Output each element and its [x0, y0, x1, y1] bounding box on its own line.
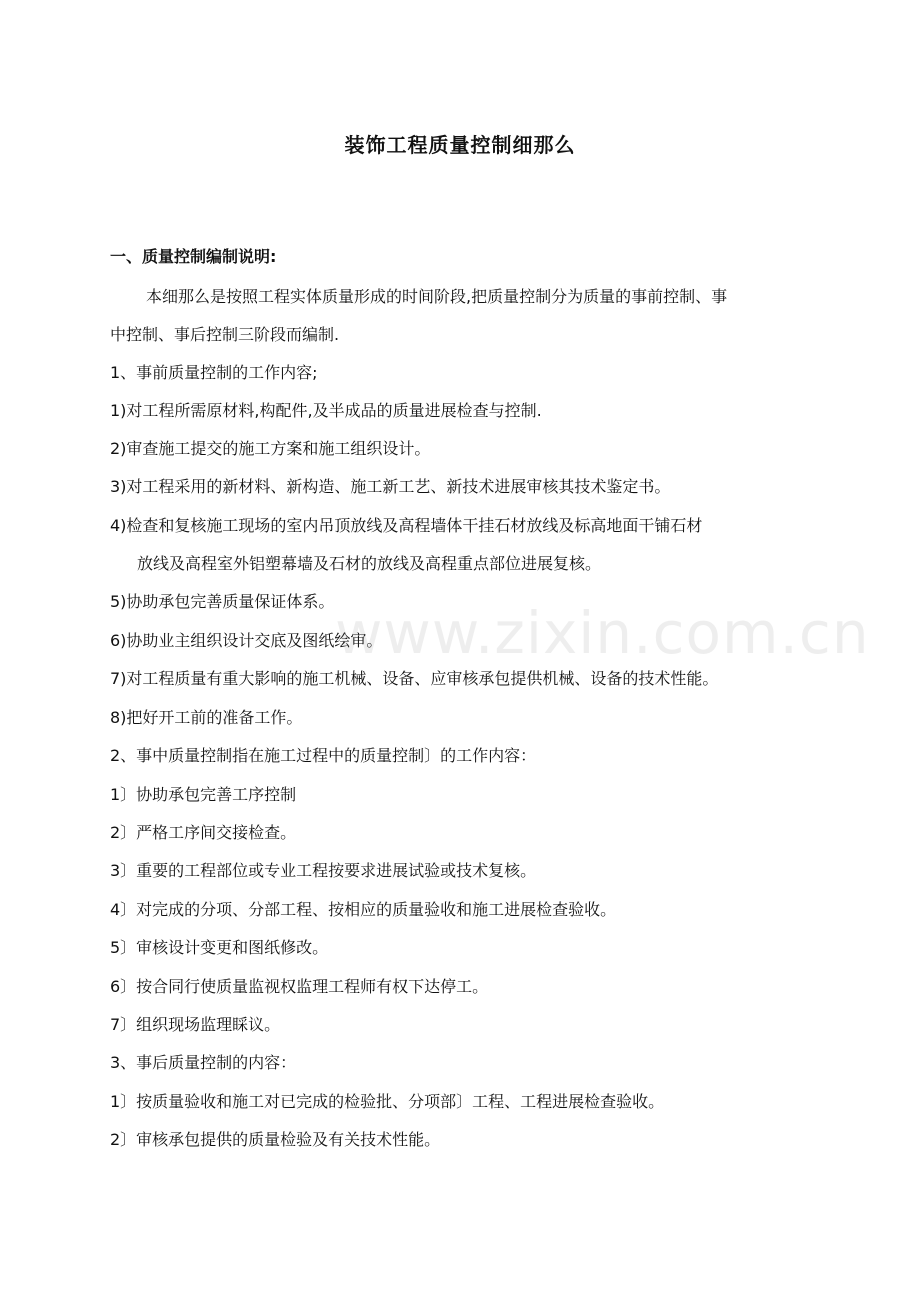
list-item: 5〕审核设计变更和图纸修改。	[110, 938, 329, 957]
subsection-heading: 2、事中质量控制指在施工过程中的质量控制〕的工作内容：	[110, 746, 537, 765]
list-item: 4)检查和复核施工现场的室内吊顶放线及高程墙体干挂石材放线及标高地面干铺石材	[110, 516, 703, 535]
list-item: 1〕按质量验收和施工对已完成的检验批、分项部〕工程、工程进展检查验收。	[110, 1092, 665, 1111]
list-item: 3〕重要的工程部位或专业工程按要求进展试验或技术复核。	[110, 861, 537, 880]
list-item: 4〕对完成的分项、分部工程、按相应的质量验收和施工进展检查验收。	[110, 900, 617, 919]
list-item: 1)对工程所需原材料,构配件,及半成品的质量进展检查与控制.	[110, 401, 542, 420]
list-item: 6〕按合同行使质量监视权监理工程师有权下达停工。	[110, 977, 489, 996]
watermark: www.zixin.com.cn	[335, 599, 870, 667]
list-item: 8)把好开工前的准备工作。	[110, 708, 303, 727]
list-item: 7)对工程质量有重大影响的施工机械、设备、应审核承包提供机械、设备的技术性能。	[110, 669, 719, 688]
list-item: 2〕审核承包提供的质量检验及有关技术性能。	[110, 1130, 441, 1149]
intro-paragraph-line: 本细那么是按照工程实体质量形成的时间阶段,把质量控制分为质量的事前控制、事	[146, 287, 728, 306]
intro-paragraph-line: 中控制、事后控制三阶段而编制.	[110, 325, 340, 344]
list-item: 1〕协助承包完善工序控制	[110, 785, 297, 804]
list-item: 6)协助业主组织设计交底及图纸绘审。	[110, 631, 383, 650]
list-item: 5)协助承包完善质量保证体系。	[110, 592, 335, 611]
list-item: 2)审查施工提交的施工方案和施工组织设计。	[110, 439, 431, 458]
subsection-heading: 3、事后质量控制的内容：	[110, 1053, 297, 1072]
section-heading: 一、质量控制编制说明:	[110, 247, 277, 266]
list-item: 7〕组织现场监理睬议。	[110, 1015, 281, 1034]
list-item: 2〕严格工序间交接检查。	[110, 823, 297, 842]
list-item: 3)对工程采用的新材料、新构造、施工新工艺、新技术进展审核其技术鉴定书。	[110, 477, 671, 496]
subsection-heading: 1、事前质量控制的工作内容;	[110, 363, 318, 382]
list-item-continuation: 放线及高程室外铝塑幕墙及石材的放线及高程重点部位进展复核。	[137, 554, 602, 573]
document-title: 装饰工程质量控制细那么	[344, 133, 576, 157]
